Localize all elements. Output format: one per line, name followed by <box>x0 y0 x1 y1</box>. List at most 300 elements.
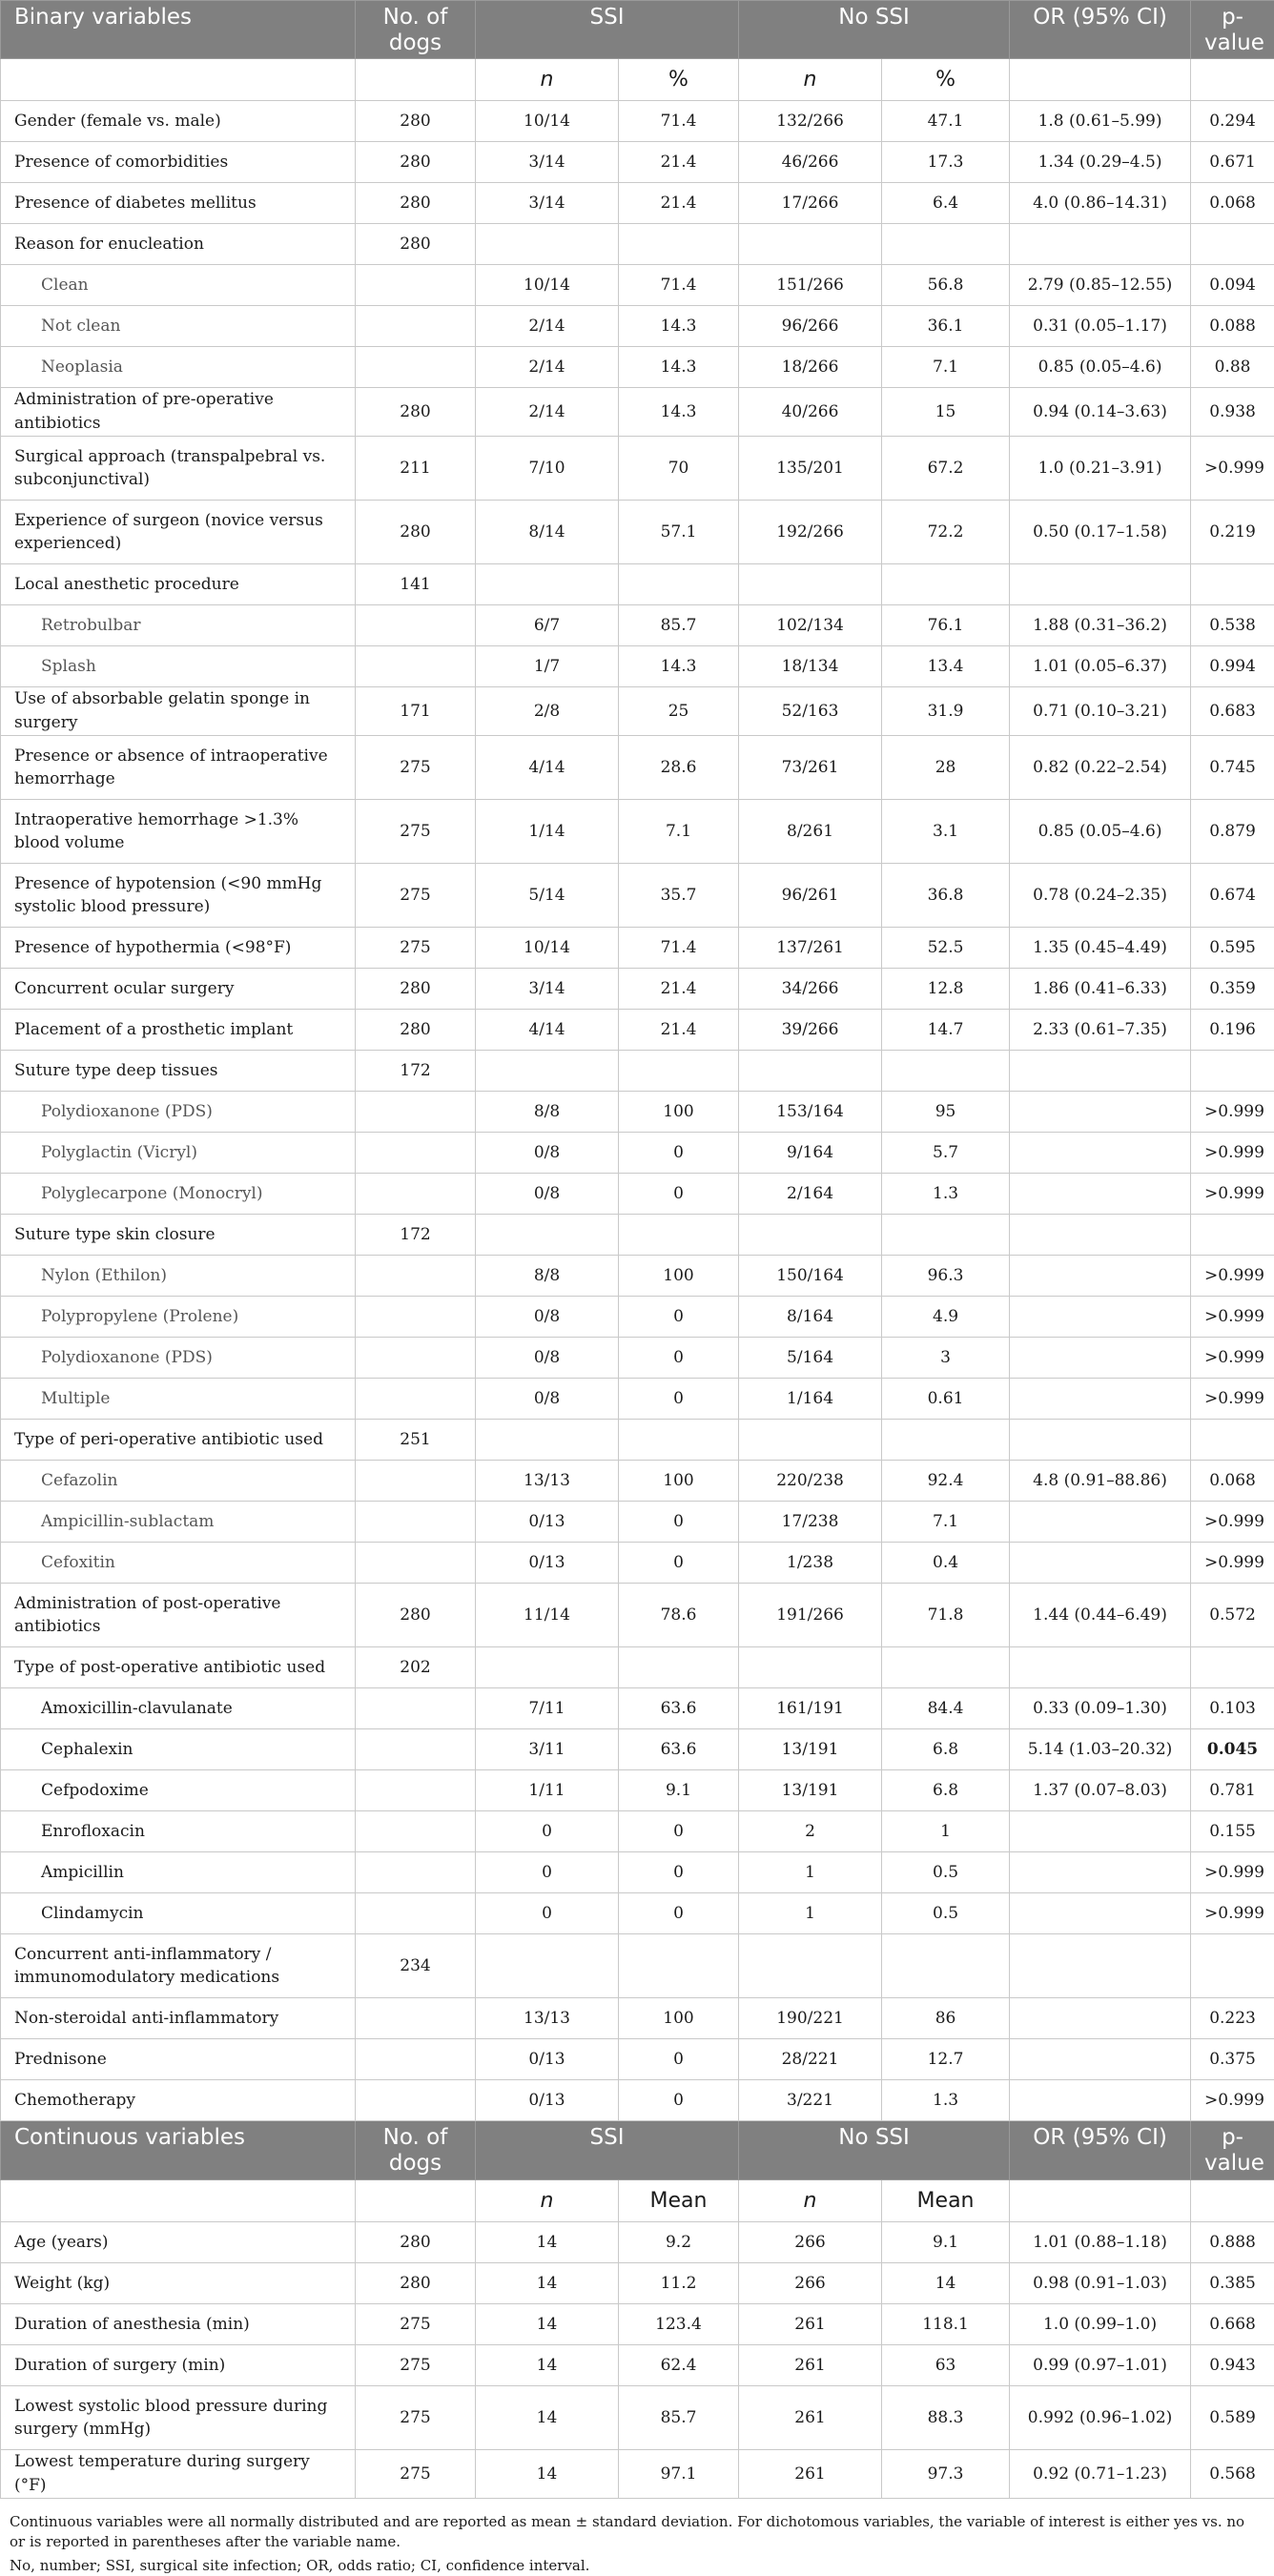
nossi-n-cell: 220/238 <box>739 1461 882 1502</box>
or-ci-cell: 0.98 (0.91–1.03) <box>1010 2263 1191 2304</box>
no-of-dogs-cell: 275 <box>356 928 476 969</box>
p-value-cell: 0.938 <box>1191 388 1274 437</box>
ssi-mean-cell: 11.2 <box>619 2263 739 2304</box>
p-value-cell: 0.674 <box>1191 864 1274 928</box>
nossi-n-cell: 46/266 <box>739 142 882 183</box>
table-row <box>1 347 1274 388</box>
or-ci-cell <box>1010 1379 1191 1420</box>
nossi-pct-cell: 7.1 <box>882 1502 1010 1543</box>
nossi-pct-cell: 0.5 <box>882 1893 1010 1934</box>
ssi-pct-cell: 0 <box>619 1338 739 1379</box>
binary-header-row <box>1 1 1274 59</box>
row-label: Retrobulbar <box>1 605 356 646</box>
row-label: Intraoperative hemorrhage >1.3% blood volume <box>1 800 356 864</box>
no-ssi-heading: No SSI <box>739 2121 1010 2180</box>
row-label: Polyglecarpone (Monocryl) <box>1 1174 356 1215</box>
row-label: Surgical approach (transpalpebral vs. subconjunctival) <box>1 437 356 501</box>
row-label: Cefazolin <box>1 1461 356 1502</box>
no-of-dogs-cell: 172 <box>356 1215 476 1256</box>
p-value-cell: 0.668 <box>1191 2304 1274 2345</box>
continuous-subheader-row <box>1 2180 1274 2222</box>
or-ci-cell <box>1010 1133 1191 1174</box>
subheader-blank <box>1191 2180 1274 2222</box>
or-ci-cell: 1.88 (0.31–36.2) <box>1010 605 1191 646</box>
row-label: Neoplasia <box>1 347 356 388</box>
p-value-cell: >0.999 <box>1191 1174 1274 1215</box>
ssi-mean-cell: 97.1 <box>619 2450 739 2499</box>
no-of-dogs-cell: 280 <box>356 1010 476 1051</box>
nossi-pct-cell: 6.8 <box>882 1729 1010 1770</box>
nossi-pct-cell: 52.5 <box>882 928 1010 969</box>
ssi-n-cell: 0/8 <box>476 1297 619 1338</box>
ssi-n-cell: 0/13 <box>476 1502 619 1543</box>
no-of-dogs-cell: 275 <box>356 800 476 864</box>
table-row <box>1 564 1274 605</box>
table-row <box>1 1420 1274 1461</box>
no-of-dogs-cell: 275 <box>356 2386 476 2450</box>
or-ci-cell <box>1010 1852 1191 1893</box>
ssi-pct-cell: 0 <box>619 1543 739 1584</box>
or-ci-cell: 1.35 (0.45–4.49) <box>1010 928 1191 969</box>
no-of-dogs-cell: 280 <box>356 501 476 564</box>
ssi-pct-cell: 7.1 <box>619 800 739 864</box>
p-value-cell: >0.999 <box>1191 1338 1274 1379</box>
ssi-n-cell: 0/8 <box>476 1379 619 1420</box>
ssi-n-cell: 0 <box>476 1852 619 1893</box>
nossi-pct-cell: 1.3 <box>882 2080 1010 2121</box>
nossi-pct-cell: 92.4 <box>882 1461 1010 1502</box>
ssi-n-cell: 1/7 <box>476 646 619 687</box>
row-label: Presence or absence of intraoperative hemorrhage <box>1 736 356 800</box>
p-value-cell: 0.045 <box>1191 1729 1274 1770</box>
ssi-n-cell: 7/11 <box>476 1688 619 1729</box>
ssi-pct-cell: 25 <box>619 687 739 736</box>
or-ci-cell: 1.01 (0.05–6.37) <box>1010 646 1191 687</box>
subheader-blank <box>1 2180 356 2222</box>
nossi-mean-cell: 88.3 <box>882 2386 1010 2450</box>
nossi-n-cell: 13/191 <box>739 1770 882 1811</box>
table-row <box>1 2039 1274 2080</box>
ssi-n-cell: 10/14 <box>476 265 619 306</box>
nossi-pct-cell: 3.1 <box>882 800 1010 864</box>
ssi-pct-cell: 71.4 <box>619 265 739 306</box>
no-of-dogs-cell: 280 <box>356 224 476 265</box>
nossi-n-cell: 39/266 <box>739 1010 882 1051</box>
no-of-dogs-cell: 141 <box>356 564 476 605</box>
nossi-n-cell: 3/221 <box>739 2080 882 2121</box>
row-label: Use of absorbable gelatin sponge in surgery <box>1 687 356 736</box>
row-label: Presence of diabetes mellitus <box>1 183 356 224</box>
no-of-dogs-cell <box>356 1379 476 1420</box>
or-ci-cell: 0.71 (0.10–3.21) <box>1010 687 1191 736</box>
row-label: Ampicillin-sublactam <box>1 1502 356 1543</box>
ssi-n-cell: 14 <box>476 2222 619 2263</box>
ssi-n-cell: 3/14 <box>476 183 619 224</box>
ssi-pct-cell: 0 <box>619 2080 739 2121</box>
p-value-cell <box>1191 1420 1274 1461</box>
table-row <box>1 2345 1274 2386</box>
table-row <box>1 142 1274 183</box>
p-value-cell: 0.683 <box>1191 687 1274 736</box>
row-label: Nylon (Ethilon) <box>1 1256 356 1297</box>
no-of-dogs-cell: 251 <box>356 1420 476 1461</box>
nossi-mean-heading: Mean <box>882 2180 1010 2222</box>
table-row <box>1 1934 1274 1998</box>
p-value-cell: 0.223 <box>1191 1998 1274 2039</box>
ssi-pct-cell: 0 <box>619 1297 739 1338</box>
ssi-n-cell <box>476 564 619 605</box>
row-label: Duration of anesthesia (min) <box>1 2304 356 2345</box>
p-value-cell: >0.999 <box>1191 1502 1274 1543</box>
table-footnotes <box>0 2499 1274 2576</box>
row-label: Type of peri-operative antibiotic used <box>1 1420 356 1461</box>
p-value-cell <box>1191 1215 1274 1256</box>
ssi-n-cell: 0/13 <box>476 1543 619 1584</box>
row-label: Concurrent ocular surgery <box>1 969 356 1010</box>
nossi-pct-cell: 86 <box>882 1998 1010 2039</box>
ssi-pct-cell <box>619 564 739 605</box>
table-row <box>1 1092 1274 1133</box>
row-label: Cephalexin <box>1 1729 356 1770</box>
nossi-n-cell: 13/191 <box>739 1729 882 1770</box>
table-row <box>1 928 1274 969</box>
or-ci-cell <box>1010 1502 1191 1543</box>
p-value-cell: 0.294 <box>1191 101 1274 142</box>
p-value-cell: 0.068 <box>1191 183 1274 224</box>
ssi-pct-cell <box>619 224 739 265</box>
footnote-abbreviations: No, number; SSI, surgical site infection; OR, odds ratio; CI, confidence interval. <box>10 2556 1264 2576</box>
ssi-heading: SSI <box>476 1 739 59</box>
no-of-dogs-cell <box>356 1502 476 1543</box>
nossi-n-cell: 261 <box>739 2450 882 2499</box>
ssi-pct-cell: 0 <box>619 1852 739 1893</box>
table-row <box>1 183 1274 224</box>
p-value-cell: 0.994 <box>1191 646 1274 687</box>
or-heading: OR (95% CI) <box>1010 2121 1191 2180</box>
no-of-dogs-cell: 280 <box>356 142 476 183</box>
ssi-n-cell: 7/10 <box>476 437 619 501</box>
ssi-pct-cell: 100 <box>619 1256 739 1297</box>
nossi-pct-cell <box>882 224 1010 265</box>
nossi-n-cell: 191/266 <box>739 1584 882 1647</box>
nossi-n-cell: 73/261 <box>739 736 882 800</box>
ssi-n-cell: 13/13 <box>476 1461 619 1502</box>
no-of-dogs-cell: 280 <box>356 2263 476 2304</box>
ssi-n-cell <box>476 1647 619 1688</box>
p-value-cell: >0.999 <box>1191 1133 1274 1174</box>
table-row <box>1 1256 1274 1297</box>
ssi-mean-cell: 85.7 <box>619 2386 739 2450</box>
p-value-cell: 0.385 <box>1191 2263 1274 2304</box>
nossi-pct-cell <box>882 1051 1010 1092</box>
row-label: Ampicillin <box>1 1852 356 1893</box>
nossi-n-cell: 151/266 <box>739 265 882 306</box>
ssi-n-heading: n <box>476 2180 619 2222</box>
nossi-n-cell: 17/238 <box>739 1502 882 1543</box>
no-of-dogs-cell: 172 <box>356 1051 476 1092</box>
ssi-n-cell: 2/14 <box>476 388 619 437</box>
nossi-mean-cell: 63 <box>882 2345 1010 2386</box>
no-of-dogs-cell: 280 <box>356 388 476 437</box>
table-row <box>1 1543 1274 1584</box>
row-label: Cefpodoxime <box>1 1770 356 1811</box>
nossi-n-cell: 5/164 <box>739 1338 882 1379</box>
nossi-n-heading: n <box>739 2180 882 2222</box>
row-label: Polydioxanone (PDS) <box>1 1338 356 1379</box>
nossi-pct-cell: 0.5 <box>882 1852 1010 1893</box>
or-ci-cell: 5.14 (1.03–20.32) <box>1010 1729 1191 1770</box>
no-of-dogs-cell <box>356 1852 476 1893</box>
ssi-n-cell: 1/11 <box>476 1770 619 1811</box>
ssi-n-cell: 10/14 <box>476 928 619 969</box>
row-label: Cefoxitin <box>1 1543 356 1584</box>
no-of-dogs-cell <box>356 1729 476 1770</box>
ssi-mean-cell: 62.4 <box>619 2345 739 2386</box>
table-row <box>1 2386 1274 2450</box>
nossi-n-cell: 8/164 <box>739 1297 882 1338</box>
p-value-cell: 0.103 <box>1191 1688 1274 1729</box>
p-value-cell <box>1191 1051 1274 1092</box>
or-ci-cell <box>1010 1811 1191 1852</box>
nossi-pct-cell: 67.2 <box>882 437 1010 501</box>
or-ci-cell: 0.85 (0.05–4.6) <box>1010 347 1191 388</box>
binary-variables-heading: Binary variables <box>1 1 356 59</box>
or-ci-cell: 0.92 (0.71–1.23) <box>1010 2450 1191 2499</box>
table-row <box>1 687 1274 736</box>
or-ci-cell <box>1010 1998 1191 2039</box>
p-value-heading: p-value <box>1191 1 1274 59</box>
table-row <box>1 1297 1274 1338</box>
no-of-dogs-cell: 275 <box>356 2450 476 2499</box>
ssi-n-heading: n <box>476 59 619 101</box>
ssi-pct-cell: 71.4 <box>619 928 739 969</box>
or-ci-cell <box>1010 1215 1191 1256</box>
nossi-pct-cell: 1.3 <box>882 1174 1010 1215</box>
or-ci-cell: 0.992 (0.96–1.02) <box>1010 2386 1191 2450</box>
p-value-cell: 0.888 <box>1191 2222 1274 2263</box>
ssi-pct-cell <box>619 1051 739 1092</box>
table-row <box>1 1584 1274 1647</box>
row-label: Placement of a prosthetic implant <box>1 1010 356 1051</box>
nossi-pct-cell: 28 <box>882 736 1010 800</box>
nossi-pct-cell: 4.9 <box>882 1297 1010 1338</box>
footnote-methods: Continuous variables were all normally distributed and are reported as mean ± standard deviation. For dichotomous variables, the variable of interest is either yes vs. no or is reported in parentheses after the variable name. <box>10 2512 1264 2552</box>
nossi-n-cell: 28/221 <box>739 2039 882 2080</box>
or-ci-cell: 1.86 (0.41–6.33) <box>1010 969 1191 1010</box>
ssi-pct-cell: 0 <box>619 1893 739 1934</box>
table-row <box>1 605 1274 646</box>
ssi-n-cell: 2/8 <box>476 687 619 736</box>
table-row <box>1 306 1274 347</box>
ssi-n-cell: 14 <box>476 2345 619 2386</box>
row-label: Splash <box>1 646 356 687</box>
no-of-dogs-cell <box>356 2039 476 2080</box>
nossi-pct-cell: 95 <box>882 1092 1010 1133</box>
or-ci-cell: 2.79 (0.85–12.55) <box>1010 265 1191 306</box>
nossi-n-cell <box>739 1051 882 1092</box>
ssi-n-cell: 8/8 <box>476 1092 619 1133</box>
row-label: Suture type skin closure <box>1 1215 356 1256</box>
ssi-pct-heading: % <box>619 59 739 101</box>
table-row <box>1 1998 1274 2039</box>
ssi-n-cell: 0/8 <box>476 1174 619 1215</box>
row-label: Clindamycin <box>1 1893 356 1934</box>
ssi-pct-cell: 0 <box>619 1811 739 1852</box>
no-of-dogs-heading: No. of dogs <box>356 1 476 59</box>
ssi-n-cell: 5/14 <box>476 864 619 928</box>
p-value-cell: 0.196 <box>1191 1010 1274 1051</box>
ssi-pct-cell: 21.4 <box>619 183 739 224</box>
no-of-dogs-cell <box>356 306 476 347</box>
no-of-dogs-cell <box>356 1998 476 2039</box>
nossi-pct-cell: 31.9 <box>882 687 1010 736</box>
table-row <box>1 1647 1274 1688</box>
ssi-n-cell: 11/14 <box>476 1584 619 1647</box>
ssi-n-cell: 3/14 <box>476 969 619 1010</box>
ssi-n-cell: 4/14 <box>476 1010 619 1051</box>
no-of-dogs-cell <box>356 1461 476 1502</box>
p-value-cell: >0.999 <box>1191 1297 1274 1338</box>
p-value-cell: 0.568 <box>1191 2450 1274 2499</box>
nossi-n-cell: 137/261 <box>739 928 882 969</box>
row-label: Multiple <box>1 1379 356 1420</box>
or-ci-cell <box>1010 1256 1191 1297</box>
table-row <box>1 437 1274 501</box>
or-ci-cell <box>1010 1051 1191 1092</box>
row-label: Administration of pre-operative antibiotics <box>1 388 356 437</box>
ssi-mean-heading: Mean <box>619 2180 739 2222</box>
ssi-n-cell: 0/13 <box>476 2080 619 2121</box>
or-ci-cell <box>1010 1338 1191 1379</box>
p-value-cell: 0.572 <box>1191 1584 1274 1647</box>
nossi-n-cell: 192/266 <box>739 501 882 564</box>
nossi-n-cell: 261 <box>739 2304 882 2345</box>
p-value-cell: 0.538 <box>1191 605 1274 646</box>
p-value-cell: 0.068 <box>1191 1461 1274 1502</box>
ssi-n-cell: 6/7 <box>476 605 619 646</box>
table-row <box>1 2263 1274 2304</box>
ssi-pct-cell: 21.4 <box>619 969 739 1010</box>
nossi-pct-cell: 6.8 <box>882 1770 1010 1811</box>
ssi-n-cell <box>476 1215 619 1256</box>
ssi-n-cell: 1/14 <box>476 800 619 864</box>
or-ci-cell <box>1010 1297 1191 1338</box>
ssi-n-cell: 14 <box>476 2263 619 2304</box>
nossi-pct-cell: 14.7 <box>882 1010 1010 1051</box>
ssi-pct-cell: 21.4 <box>619 142 739 183</box>
no-of-dogs-heading: No. of dogs <box>356 2121 476 2180</box>
table-row <box>1 1133 1274 1174</box>
nossi-pct-cell: 84.4 <box>882 1688 1010 1729</box>
ssi-heading: SSI <box>476 2121 739 2180</box>
nossi-pct-cell <box>882 1647 1010 1688</box>
nossi-n-cell: 190/221 <box>739 1998 882 2039</box>
p-value-cell: 0.589 <box>1191 2386 1274 2450</box>
or-heading: OR (95% CI) <box>1010 1 1191 59</box>
or-ci-cell <box>1010 2039 1191 2080</box>
or-ci-cell <box>1010 1092 1191 1133</box>
nossi-n-cell: 266 <box>739 2222 882 2263</box>
nossi-pct-cell: 5.7 <box>882 1133 1010 1174</box>
ssi-pct-cell: 14.3 <box>619 306 739 347</box>
row-label: Type of post-operative antibiotic used <box>1 1647 356 1688</box>
or-ci-cell: 1.34 (0.29–4.5) <box>1010 142 1191 183</box>
row-label: Clean <box>1 265 356 306</box>
nossi-n-cell <box>739 224 882 265</box>
table-row <box>1 646 1274 687</box>
p-value-cell: 0.671 <box>1191 142 1274 183</box>
or-ci-cell: 0.94 (0.14–3.63) <box>1010 388 1191 437</box>
table-row <box>1 1852 1274 1893</box>
no-of-dogs-cell <box>356 646 476 687</box>
nossi-n-cell: 2 <box>739 1811 882 1852</box>
or-ci-cell: 1.44 (0.44–6.49) <box>1010 1584 1191 1647</box>
table-row <box>1 864 1274 928</box>
p-value-cell <box>1191 1934 1274 1998</box>
nossi-n-heading: n <box>739 59 882 101</box>
nossi-pct-cell: 12.7 <box>882 2039 1010 2080</box>
or-ci-cell <box>1010 1543 1191 1584</box>
nossi-n-cell: 1/238 <box>739 1543 882 1584</box>
or-ci-cell <box>1010 1647 1191 1688</box>
nossi-n-cell: 52/163 <box>739 687 882 736</box>
no-of-dogs-cell: 280 <box>356 2222 476 2263</box>
or-ci-cell: 0.31 (0.05–1.17) <box>1010 306 1191 347</box>
no-of-dogs-cell: 171 <box>356 687 476 736</box>
p-value-cell <box>1191 224 1274 265</box>
ssi-pct-cell <box>619 1647 739 1688</box>
nossi-n-cell: 132/266 <box>739 101 882 142</box>
nossi-n-cell: 17/266 <box>739 183 882 224</box>
nossi-pct-cell <box>882 1215 1010 1256</box>
nossi-n-cell: 261 <box>739 2345 882 2386</box>
ssi-n-cell: 8/8 <box>476 1256 619 1297</box>
nossi-pct-cell: 7.1 <box>882 347 1010 388</box>
ssi-n-cell: 0/13 <box>476 2039 619 2080</box>
table-row <box>1 1338 1274 1379</box>
row-label: Suture type deep tissues <box>1 1051 356 1092</box>
subheader-blank <box>1 59 356 101</box>
no-of-dogs-cell: 275 <box>356 2345 476 2386</box>
no-of-dogs-cell: 211 <box>356 437 476 501</box>
nossi-pct-cell: 1 <box>882 1811 1010 1852</box>
ssi-pct-cell: 28.6 <box>619 736 739 800</box>
or-ci-cell <box>1010 1174 1191 1215</box>
or-ci-cell <box>1010 1934 1191 1998</box>
nossi-n-cell <box>739 1934 882 1998</box>
ssi-pct-cell: 14.3 <box>619 388 739 437</box>
nossi-n-cell: 9/164 <box>739 1133 882 1174</box>
ssi-n-cell: 0/8 <box>476 1338 619 1379</box>
nossi-pct-cell: 12.8 <box>882 969 1010 1010</box>
no-of-dogs-cell <box>356 1297 476 1338</box>
no-ssi-heading: No SSI <box>739 1 1010 59</box>
nossi-n-cell <box>739 1647 882 1688</box>
p-value-cell: >0.999 <box>1191 1379 1274 1420</box>
p-value-cell: 0.943 <box>1191 2345 1274 2386</box>
or-ci-cell: 4.8 (0.91–88.86) <box>1010 1461 1191 1502</box>
ssi-n-cell: 3/14 <box>476 142 619 183</box>
no-of-dogs-cell: 275 <box>356 736 476 800</box>
no-of-dogs-cell <box>356 1688 476 1729</box>
ssi-n-cell: 0 <box>476 1893 619 1934</box>
nossi-n-cell: 2/164 <box>739 1174 882 1215</box>
table-row <box>1 2450 1274 2499</box>
ssi-pct-cell: 0 <box>619 1174 739 1215</box>
nossi-pct-cell: 3 <box>882 1338 1010 1379</box>
or-ci-cell <box>1010 1893 1191 1934</box>
table-row <box>1 1010 1274 1051</box>
